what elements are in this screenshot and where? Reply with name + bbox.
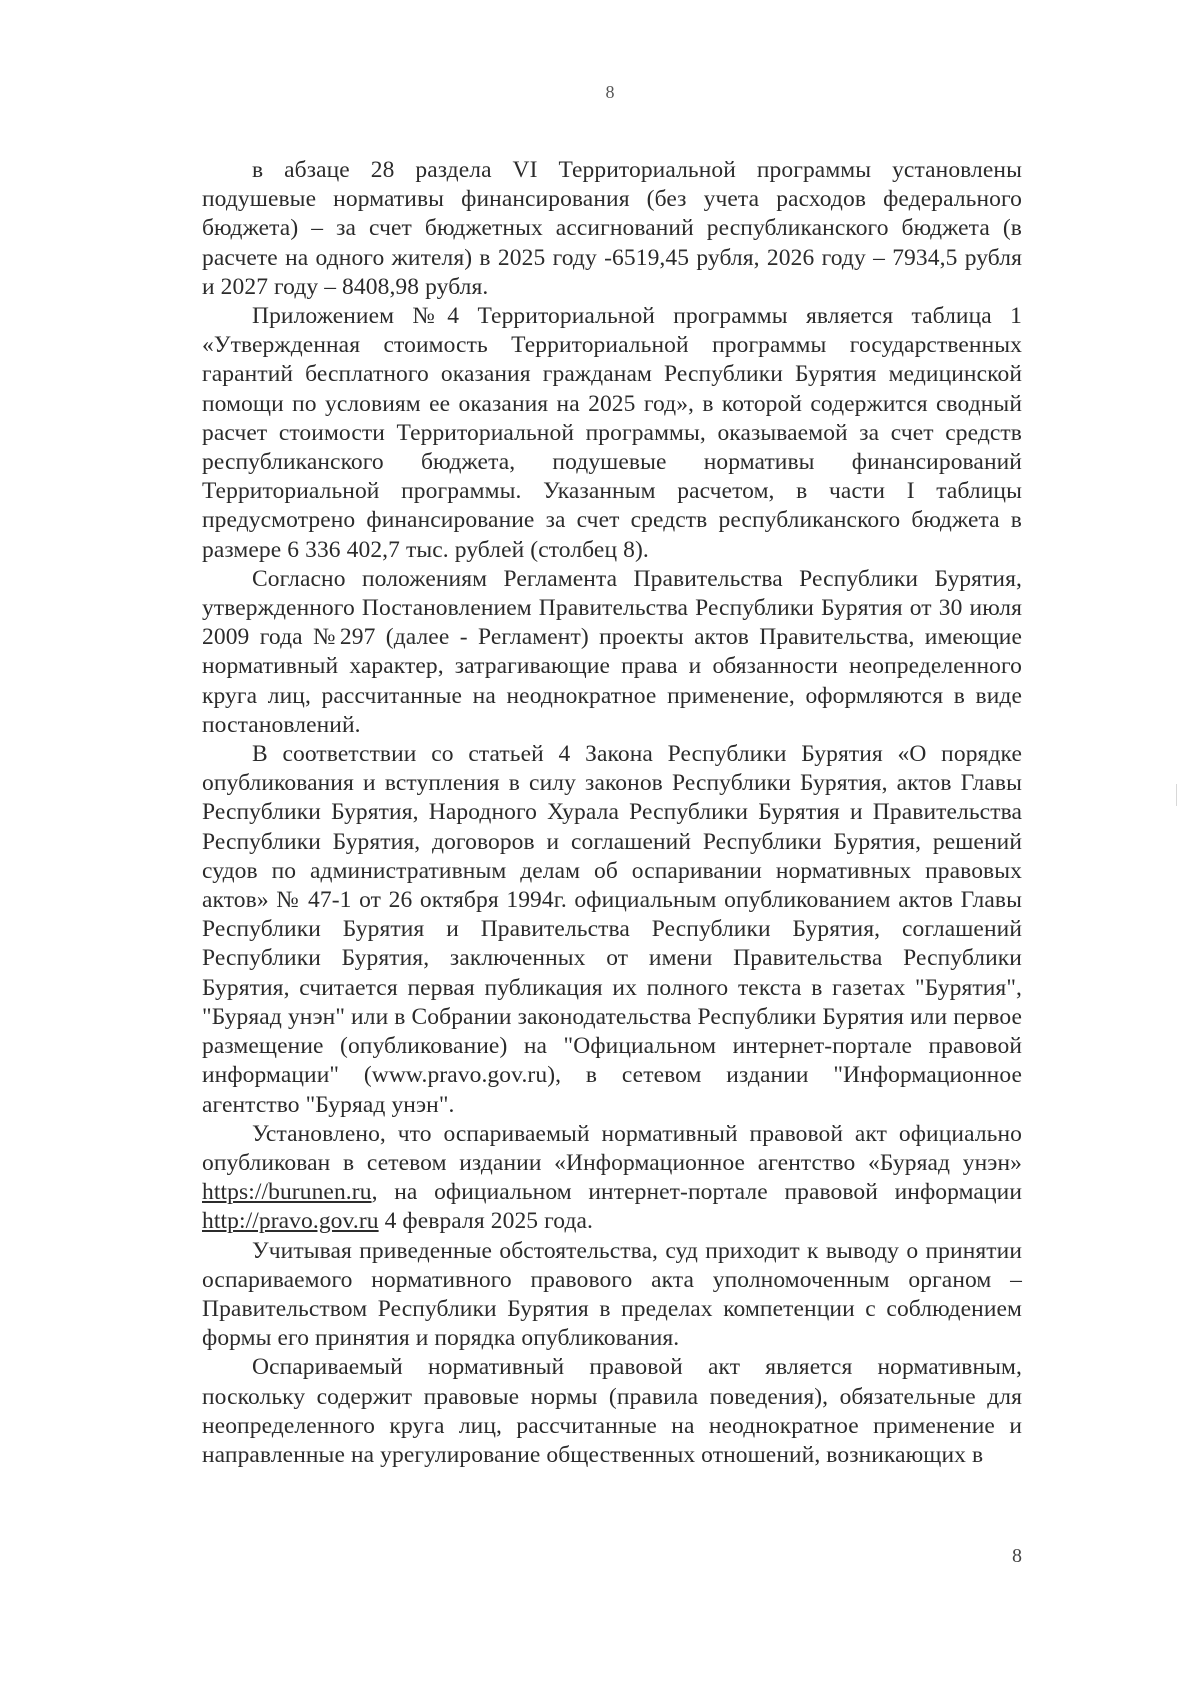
- paragraph-per-capita-standards: в абзаце 28 раздела VI Территориальной программы установлены подушевые нормативы финансирования (без учета расходов федерального бюджета) – за счет бюджетных ассигнований республиканского бюджета (в расчете на одного жителя) в 2025 году -6519,45 рубля, 2026 году – 7934,5 рубля и 2027 году – 8408,98 рубля.: [202, 157, 1022, 300]
- paragraph-appendix-4: Приложением №4 Территориальной программы является таблица 1 «Утвержденная стоимость Территориальной программы государственных гарантий бесплатного оказания гражданам Республики Бурятия медицинской помощи по условиям ее оказания на 2025 год», в которой содержится сводный расчет стоимости Территориальной программы, оказываемой за счет средств республиканского бюджета, подушевые нормативы финансирований Территориальной программы. Указанным расчетом, в части I таблицы предусмотрено финансирование за счет средств республиканского бюджета в размере 6 336 402,7 тыс. рублей (столбец 8).: [202, 303, 1022, 563]
- page-number-bottom: 8: [1012, 1545, 1022, 1567]
- published-text-start: Установлено, что оспариваемый нормативный правовой акт официально опубликован в сетевом издании «Информационное агентство «Буряад унэн»: [202, 1120, 1022, 1176]
- published-text-end: 4 февраля 2025 года.: [378, 1208, 594, 1235]
- paragraph-normative-act: Оспариваемый нормативный правовой акт является нормативным, поскольку содержит правовые нормы (правила поведения), обязательные для неопределенного круга лиц, рассчитанные на неоднократное применение и направленные на урегулирование общественных отношений, возникающих в: [202, 1354, 1022, 1468]
- document-body: [202, 156, 1022, 1470]
- published-text-middle: , на официальном интернет-портале правовой информации: [371, 1179, 1022, 1206]
- paragraph-publication-law: В соответствии со статьей 4 Закона Республики Бурятия «О порядке опубликования и вступления в силу законов Республики Бурятия, актов Главы Республики Бурятия, Народного Хурала Республики Бурятия и Правительства Республики Бурятия, договоров и соглашений Республики Бурятия, решений судов по административным делам об оспаривании нормативных правовых актов» № 47-1 от 26 октября 1994г. официальным опубликованием актов Главы Республики Бурятия и Правительства Республики Бурятия, соглашений Республики Бурятия, заключенных от имени Правительства Республики Бурятия, считается первая публикация их полного текста в газетах "Бурятия", "Буряад унэн" или в Собрании законодательства Республики Бурятия или первое размещение (опубликование) на "Официальном интернет-портале правовой информации" (www.pravo.gov.ru), в сетевом издании "Информационное агентство "Буряад унэн".: [202, 741, 1022, 1118]
- pravo-link[interactable]: http://pravo.gov.ru: [202, 1208, 379, 1235]
- burunen-link[interactable]: https://burunen.ru: [202, 1179, 372, 1206]
- scan-margin-mark: [1176, 784, 1177, 806]
- paragraph-regulations: Согласно положениям Регламента Правительства Республики Бурятия, утвержденного Постановлением Правительства Республики Бурятия от 30 июля 2009 года №297 (далее - Регламент) проекты актов Правительства, имеющие нормативный характер, затрагивающие права и обязанности неопределенного круга лиц, рассчитанные на неоднократное применение, оформляются в виде постановлений.: [202, 565, 1022, 738]
- page-number-top: 8: [605, 82, 615, 102]
- paragraph-published: [202, 1120, 1022, 1237]
- paragraph-court-conclusion: Учитывая приведенные обстоятельства, суд приходит к выводу о принятии оспариваемого нормативного правового акта уполномоченным органом – Правительством Республики Бурятия в пределах компетенции с соблюдением формы его принятия и порядка опубликования.: [202, 1237, 1022, 1352]
